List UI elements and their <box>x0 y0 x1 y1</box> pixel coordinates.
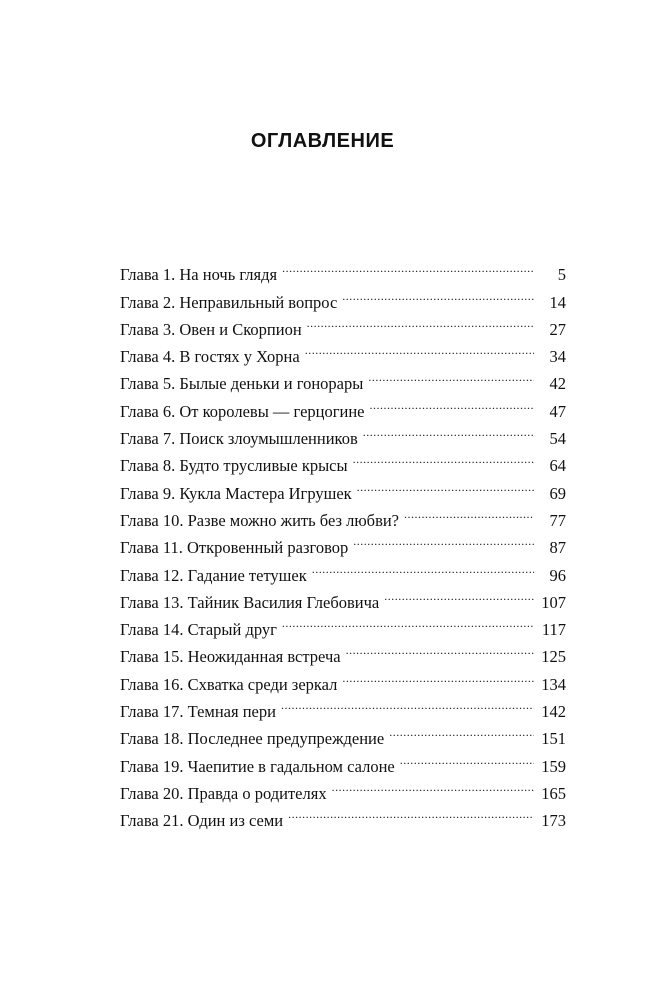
dot-leader <box>363 417 534 444</box>
chapter-title: Глава 1. На ночь глядя <box>120 265 278 285</box>
page-number: 14 <box>549 292 566 312</box>
page-number: 47 <box>549 401 566 421</box>
dot-leader <box>400 744 534 771</box>
page-number: 173 <box>541 811 566 831</box>
chapter-title: Глава 17. Темная пери <box>120 702 276 722</box>
page-number: 87 <box>549 538 566 558</box>
dot-leader <box>357 471 534 498</box>
dot-leader <box>281 690 534 717</box>
dot-leader <box>332 772 534 799</box>
chapter-title: Глава 19. Чаепитие в гадальном салоне <box>120 756 395 776</box>
dot-leader <box>368 362 534 389</box>
chapter-title: Глава 15. Неожиданная встреча <box>120 647 341 667</box>
page-number: 165 <box>541 783 566 803</box>
chapter-title: Глава 21. Один из семи <box>120 811 284 831</box>
page-number: 96 <box>549 565 566 585</box>
chapter-title: Глава 11. Откровенный разговор <box>120 538 349 558</box>
page-number: 34 <box>549 347 566 367</box>
dot-leader <box>346 635 534 662</box>
page-number: 5 <box>557 265 566 285</box>
page-number: 27 <box>549 319 566 339</box>
page-number: 134 <box>541 674 566 694</box>
chapter-title: Глава 16. Схватка среди зеркал <box>120 674 338 694</box>
page-number: 77 <box>549 510 566 530</box>
chapter-title: Глава 12. Гадание тетушек <box>120 565 307 585</box>
dot-leader <box>307 308 534 335</box>
chapter-title: Глава 7. Поиск злоумышленников <box>120 429 358 449</box>
dot-leader <box>353 526 534 553</box>
page-number: 42 <box>549 374 566 394</box>
chapter-title: Глава 8. Будто трусливые крысы <box>120 456 348 476</box>
chapter-title: Глава 6. От королевы — герцогине <box>120 401 365 421</box>
page-number: 69 <box>549 483 566 503</box>
dot-leader <box>288 799 534 826</box>
dot-leader <box>342 662 534 689</box>
dot-leader <box>384 581 534 608</box>
chapter-title: Глава 5. Былые деньки и гонорары <box>120 374 364 394</box>
dot-leader <box>282 608 534 635</box>
page-number: 107 <box>541 592 566 612</box>
chapter-title: Глава 3. Овен и Скорпион <box>120 319 302 339</box>
page-number: 64 <box>549 456 566 476</box>
table-of-contents <box>120 253 566 831</box>
page-title: ОГЛАВЛЕНИЕ <box>250 130 395 152</box>
page-number: 159 <box>541 756 566 776</box>
dot-leader <box>342 280 534 307</box>
dot-leader <box>353 444 534 471</box>
chapter-title: Глава 10. Разве можно жить без любви? <box>120 510 400 530</box>
dot-leader <box>369 389 534 416</box>
toc-entry <box>120 253 566 285</box>
dot-leader <box>305 335 534 362</box>
page-number: 151 <box>541 729 566 749</box>
page-number: 125 <box>541 647 566 667</box>
dot-leader <box>389 717 534 744</box>
chapter-title: Глава 14. Старый друг <box>120 620 277 640</box>
chapter-title: Глава 13. Тайник Василия Глебовича <box>120 592 380 612</box>
chapter-title: Глава 20. Правда о родителях <box>120 783 327 803</box>
page-number: 142 <box>541 702 566 722</box>
dot-leader <box>312 553 534 580</box>
chapter-title: Глава 18. Последнее предупреждение <box>120 729 385 749</box>
page-number: 117 <box>541 620 566 640</box>
dot-leader <box>404 499 534 526</box>
chapter-title: Глава 2. Неправильный вопрос <box>120 292 338 312</box>
chapter-title: Глава 4. В гостях у Хорна <box>120 347 300 367</box>
chapter-title: Глава 9. Кукла Мастера Игрушек <box>120 483 352 503</box>
page-number: 54 <box>549 429 566 449</box>
dot-leader <box>282 253 534 280</box>
